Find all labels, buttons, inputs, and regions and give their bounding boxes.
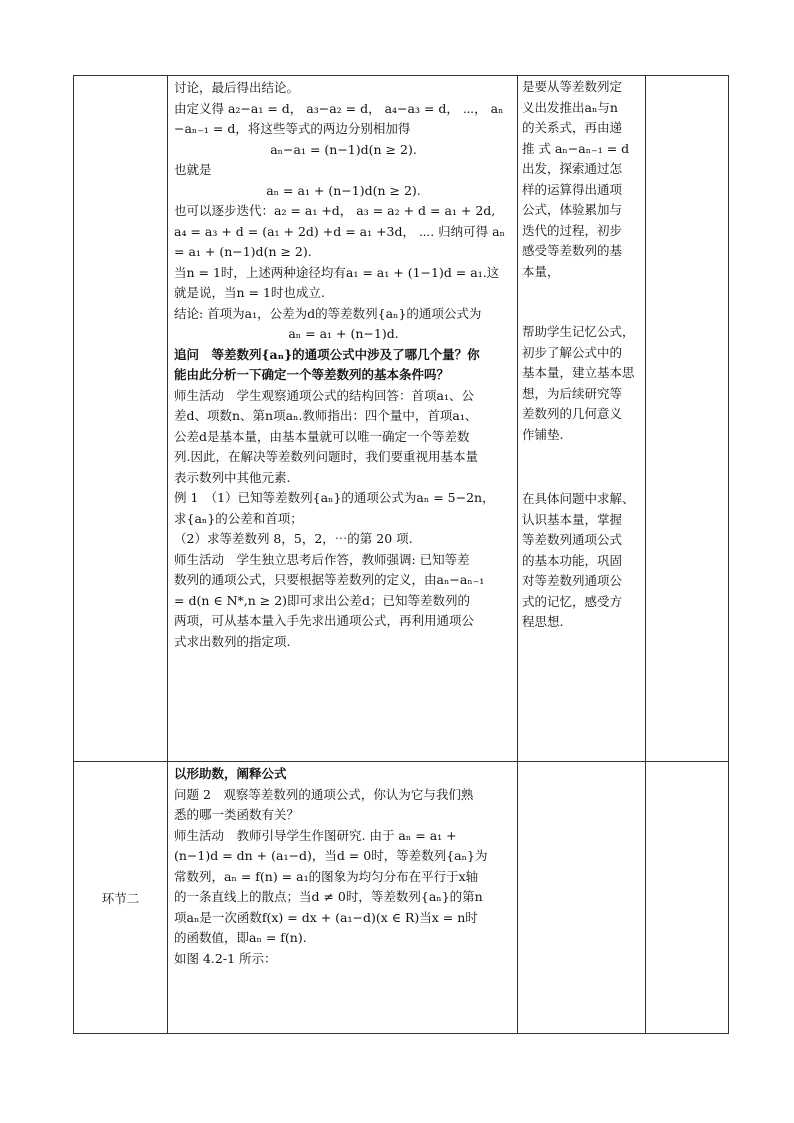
formula-line: aₙ = a₁ + (n−1)d. [288,326,399,341]
formula-line: aₙ = a₁ + (n−1)d(n ≥ 2). [266,182,421,198]
note-line: 迭代的过程，初步 [522,222,623,238]
text-line: 结论: 首项为a₁，公差为d的等差数列{aₙ}的通项公式为 [174,305,482,321]
teaching-content-cell [168,76,518,762]
design-intent-cell [518,76,646,762]
note-line: 样的运算得出通项 [522,181,623,197]
follow-up-question: 追问 等差数列{aₙ}的通项公式中涉及了哪几个量？你 [174,346,480,362]
text-line: 差d、项数n、第n项aₙ.教师指出：四个量中，首项a₁、 [174,408,478,423]
table-row [74,76,729,762]
note-line: 是要从等差数列定 [522,79,623,94]
text-line: = d(n ∈ N*,n ≥ 2)即可求出公差d；已知等差数列的 [174,592,471,608]
text-line: 数列的通项公式，只要根据等差数列的定义，由aₙ−aₙ₋₁ [174,572,485,587]
text-line: 悉的哪一类函数有关？ [174,807,300,822]
note-line: 基本量，建立基本思 [522,365,635,380]
text-line: −aₙ₋₁ = d，将这些等式的两边分别相加得 [174,121,411,136]
text-line: 式求出数列的指定项. [174,633,291,649]
table-row [74,762,729,1034]
note-line: 帮助学生记忆公式， [522,324,635,339]
text-line: = a₁ + (n−1)d(n ≥ 2). [174,244,312,259]
remarks-cell-empty [646,76,729,762]
remarks-cell-empty [646,762,729,1034]
formula-line: aₙ−a₁ = (n−1)d(n ≥ 2). [270,141,417,157]
note-line: 想，为后续研究等 [522,385,623,401]
text-line: (n−1)d = dn + (a₁−d)，当d = 0时，等差数列{aₙ}为 [174,848,488,863]
note-line: 在具体问题中求解、 [522,491,635,506]
note-line: 初步了解公式中的 [522,344,623,360]
text-line: 讨论，最后得出结论。 [174,80,300,95]
section-heading: 以形助数，阐释公式 [174,766,287,781]
lesson-plan-table [73,75,729,1034]
text-line: 公差d是基本量，由基本量就可以唯一确定一个等差数 [174,428,470,444]
question-2: 问题 2 观察等差数列的通项公式，你认为它与我们熟 [174,786,474,802]
note-line: 对等差数列通项公 [522,573,623,588]
text-line: 求{aₙ}的公差和首项； [174,510,303,526]
note-line: 本量， [522,263,560,279]
design-intent-cell-empty [518,762,646,1034]
example-1: 例 1 （1）已知等差数列{aₙ}的通项公式为aₙ = 5−2n， [174,490,495,505]
text-line: 能由此分析一下确定一个等差数列的基本条件吗？ [174,367,450,382]
text-line: （2）求等差数列 8，5，2，⋯的第 20 项. [174,531,413,546]
note-line: 的关系式，再由递 [522,120,623,135]
text-line: 常数列，aₙ = f(n) = a₁的图象为均匀分布在平行于x轴 [174,868,479,884]
text-line: 表示数列中其他元素. [174,469,291,485]
text-line: 列.因此，在解决等差数列问题时，我们要重视用基本量 [174,449,478,464]
note-line: 出发，探索通过怎 [522,161,623,176]
teaching-content-cell [168,762,518,1034]
text-line: 师生活动 学生独立思考后作答，教师强调: 已知等差 [174,551,470,567]
text-line: 两项，可从基本量入手先求出通项公式，再利用通项公 [174,613,475,628]
note-line: 公式，体验累加与 [522,202,623,217]
text-line: 项aₙ是一次函数f(x) = dx + (a₁−d)(x ∈ R)当x = n时 [174,909,478,925]
note-line: 认识基本量，掌握 [522,511,623,527]
stage-label: 环节二 [74,762,168,1034]
note-line: 作铺垫. [522,426,564,442]
text-line: 的一条直线上的散点；当d ≠ 0时，等差数列{aₙ}的第n [174,889,483,904]
text-line: 也就是 [174,162,212,177]
note-line: 感受等差数列的基 [522,243,623,258]
note-line: 等差数列通项公式 [522,532,623,547]
note-line: 义出发推出aₙ与n [522,99,618,115]
text-line: 就是说，当n = 1时也成立. [174,285,325,300]
text-line: a₄ = a₃ + d = (a₁ + 2d) +d = a₁ +3d， ⋯. 归纳可得 aₙ [174,223,506,239]
text-line: 师生活动 学生观察通项公式的结构回答：首项a₁、公 [174,387,474,403]
text-line: 由定义得 a₂−a₁ = d， a₃−a₂ = d， a₄−a₃ = d， ⋯， aₙ [174,100,504,116]
text-line: 如图 4.2-1 所示： [174,950,277,966]
text-line: 也可以逐步迭代：a₂ = a₁ +d， a₃ = a₂ + d = a₁ + 2d, [174,203,496,218]
note-line: 推 式 aₙ−aₙ₋₁ = d [522,140,630,156]
text-line: 当n = 1时，上述两种途径均有a₁ = a₁ + (1−1)d = a₁.这 [174,264,500,280]
text-line: 的函数值，即aₙ = f(n). [174,930,307,945]
note-line: 的基本功能，巩固 [522,552,623,568]
note-line: 程思想. [522,614,564,629]
note-line: 差数列的几何意义 [522,406,623,421]
note-line: 式的记忆，感受方 [522,593,623,609]
text-line: 师生活动 教师引导学生作图研究. 由于 aₙ = a₁ + [174,827,457,843]
stage-cell-empty [74,76,168,762]
